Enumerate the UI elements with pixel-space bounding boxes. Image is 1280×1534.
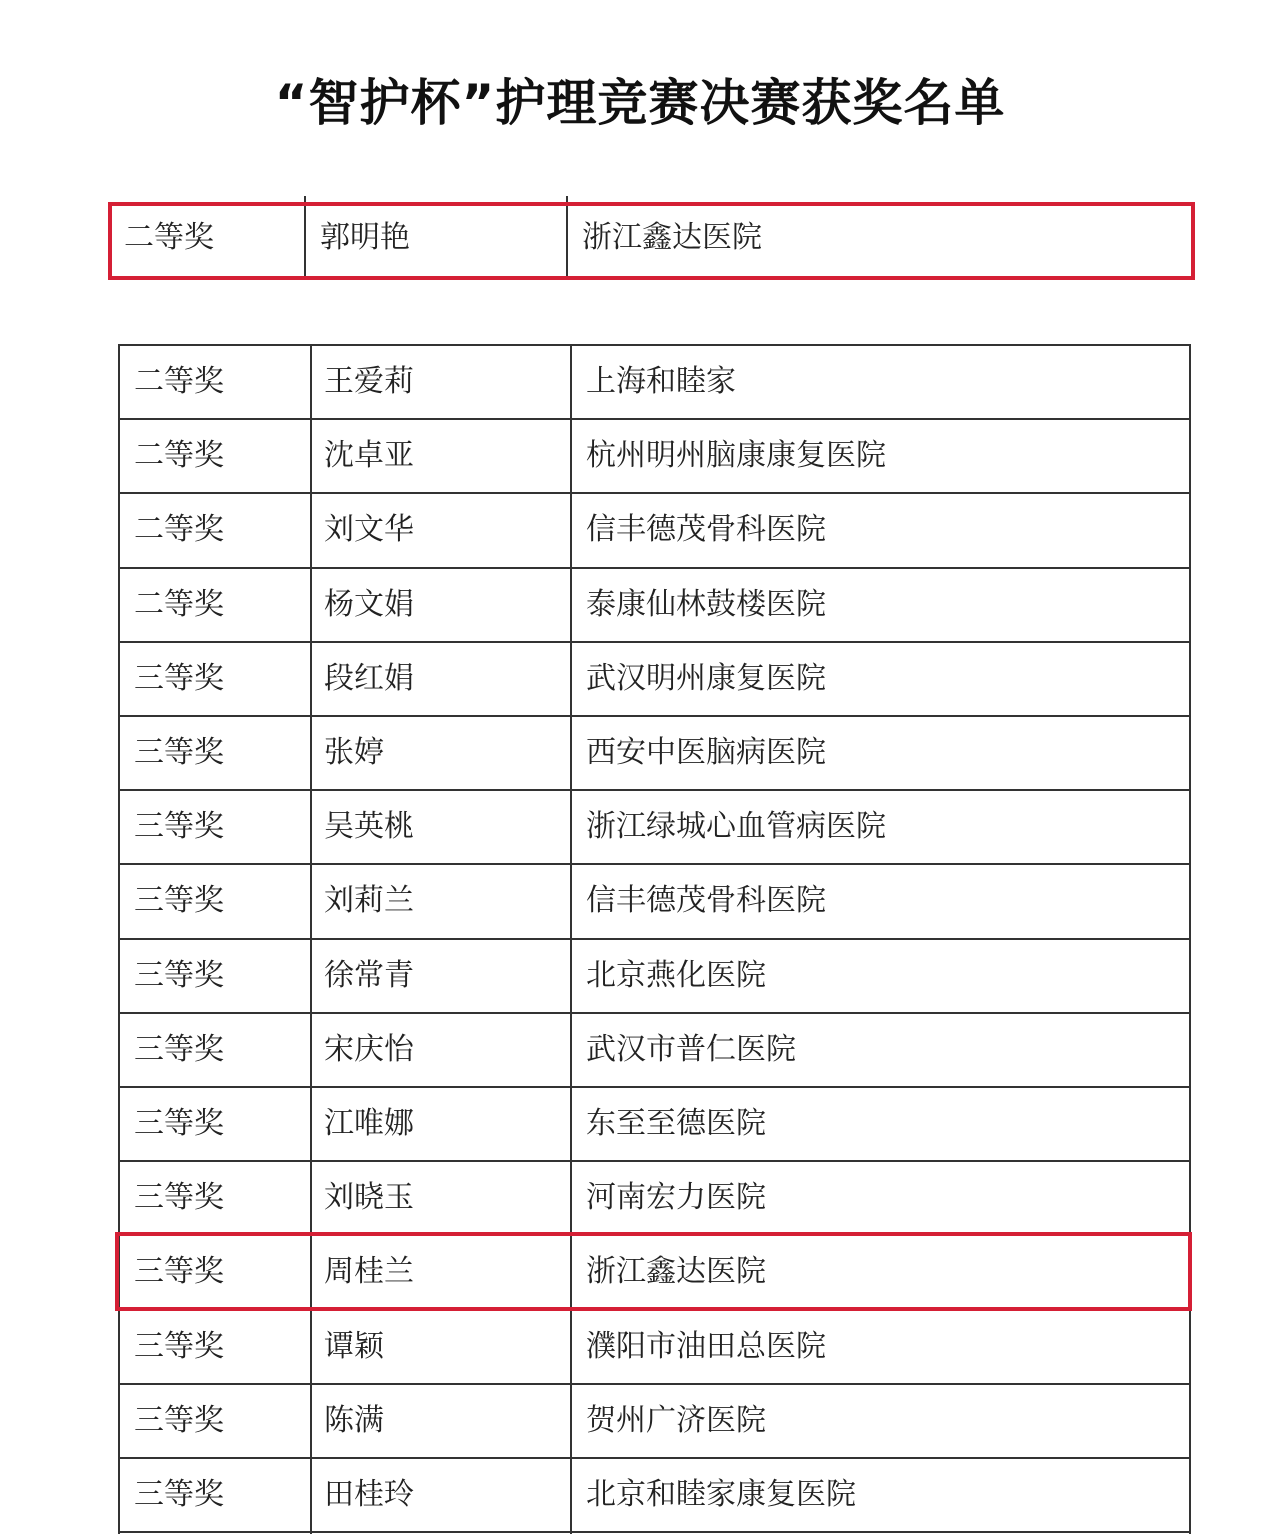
name-cell: 刘文华 [324, 512, 414, 548]
name-cell: 陈满 [324, 1402, 384, 1438]
hospital-cell: 浙江绿城心血管病医院 [586, 809, 886, 845]
table-row [120, 1014, 1189, 1088]
award-cell: 三等奖 [134, 809, 224, 845]
hospital-cell: 濮阳市油田总医院 [586, 1328, 826, 1364]
table-row [120, 717, 1189, 791]
name-cell: 谭颖 [324, 1328, 384, 1364]
name-cell: 杨文娟 [324, 586, 414, 622]
name-cell: 徐常青 [324, 957, 414, 993]
hospital-cell: 北京和睦家康复医院 [586, 1477, 856, 1512]
award-cell: 三等奖 [134, 1477, 224, 1512]
table-row [120, 1311, 1189, 1385]
hospital-cell: 东至至德医院 [586, 1106, 766, 1141]
table-row [120, 865, 1189, 939]
hospital-cell: 信丰德茂骨科医院 [586, 883, 826, 919]
name-cell: 周桂兰 [324, 1254, 414, 1290]
award-cell: 三等奖 [134, 1106, 224, 1141]
page-title: “智护杯”护理竞赛决赛获奖名单 [274, 74, 1006, 132]
name-cell: 刘莉兰 [324, 883, 414, 919]
award-cell: 三等奖 [134, 1031, 224, 1067]
table-row [120, 1088, 1189, 1162]
name-cell: 田桂玲 [324, 1477, 414, 1512]
table-row [120, 940, 1189, 1014]
hospital-cell: 浙江鑫达医院 [586, 1254, 766, 1290]
table-row [110, 196, 1193, 278]
name-cell: 江唯娜 [324, 1106, 414, 1141]
hospital-cell: 浙江鑫达医院 [582, 220, 762, 255]
award-cell: 三等奖 [134, 957, 224, 993]
award-cell: 二等奖 [124, 220, 214, 255]
award-cell: 二等奖 [134, 364, 224, 399]
hospital-cell: 上海和睦家 [586, 364, 736, 399]
hospital-cell: 北京燕化医院 [586, 957, 766, 993]
award-cell: 二等奖 [134, 438, 224, 474]
table-row [120, 494, 1189, 568]
table-row [120, 1459, 1189, 1533]
name-cell: 郭明艳 [320, 220, 410, 255]
table-row [120, 1236, 1189, 1310]
award-table [118, 344, 1191, 1534]
name-cell: 王爱莉 [324, 364, 414, 399]
table-row [120, 1385, 1189, 1459]
hospital-cell: 贺州广济医院 [586, 1402, 766, 1438]
column-divider [566, 196, 568, 278]
award-cell: 三等奖 [134, 660, 224, 696]
top-award-table [110, 196, 1193, 278]
column-divider [304, 196, 306, 278]
name-cell: 宋庆怡 [324, 1031, 414, 1067]
name-cell: 刘晓玉 [324, 1180, 414, 1216]
hospital-cell: 信丰德茂骨科医院 [586, 512, 826, 548]
hospital-cell: 泰康仙林鼓楼医院 [586, 586, 826, 622]
table-row [120, 569, 1189, 643]
award-cell: 三等奖 [134, 1402, 224, 1438]
award-cell: 三等奖 [134, 1254, 224, 1290]
name-cell: 张婷 [324, 735, 384, 770]
name-cell: 沈卓亚 [324, 438, 414, 474]
table-row [120, 346, 1189, 420]
table-row [120, 643, 1189, 717]
award-cell: 三等奖 [134, 1180, 224, 1216]
award-cell: 三等奖 [134, 1328, 224, 1364]
hospital-cell: 武汉市普仁医院 [586, 1031, 796, 1067]
name-cell: 段红娟 [324, 660, 414, 696]
table-row [120, 1162, 1189, 1236]
award-cell: 二等奖 [134, 512, 224, 548]
award-cell: 三等奖 [134, 883, 224, 919]
award-cell: 二等奖 [134, 586, 224, 622]
table-row [120, 791, 1189, 865]
name-cell: 吴英桃 [324, 809, 414, 845]
award-cell: 三等奖 [134, 735, 224, 770]
hospital-cell: 武汉明州康复医院 [586, 660, 826, 696]
table-row [120, 420, 1189, 494]
hospital-cell: 河南宏力医院 [586, 1180, 766, 1216]
hospital-cell: 西安中医脑病医院 [586, 735, 826, 770]
hospital-cell: 杭州明州脑康康复医院 [586, 438, 886, 474]
